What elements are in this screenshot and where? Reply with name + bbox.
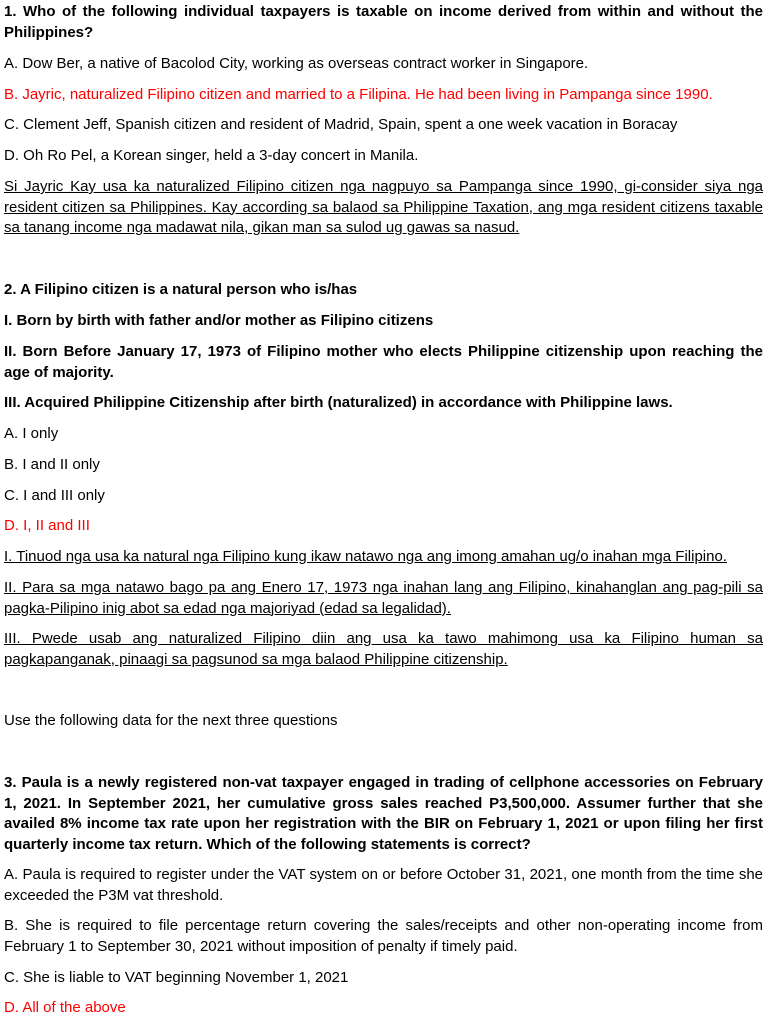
q3-choice-d-answer: D. All of the above — [4, 999, 126, 1016]
q2-explanation-2: II. Para sa mga natawo bago pa ang Enero 17, 1973 nga inahan lang ang Filipino, kinahanglan ang pag-pili sa pagka-Pilipino inig abot sa edad nga majoriyad (edad sa legalidad). — [4, 579, 763, 617]
q1-choice-d: D. Oh Ro Pel, a Korean singer, held a 3-day concert in Manila. — [4, 147, 419, 164]
q2-statement-2: II. Born Before January 17, 1973 of Filipino mother who elects Philippine citizenship upon reaching the age of majority. — [4, 343, 763, 381]
q2-choice-c: C. I and III only — [4, 487, 105, 504]
q2-choice-d-answer: D. I, II and III — [4, 517, 90, 534]
q3-choice-a: A. Paula is required to register under the VAT system on or before October 31, 2021, one month from the time she exceeded the P3M vat threshold. — [4, 866, 763, 904]
q2-choice-a: A. I only — [4, 425, 59, 442]
q2-statement-3: III. Acquired Philippine Citizenship after birth (naturalized) in accordance with Philippine laws. — [4, 394, 673, 411]
q2-choice-b: B. I and II only — [4, 456, 100, 473]
question-1: 1. Who of the following individual taxpayers is taxable on income derived from within and without the Philippines? — [4, 3, 763, 41]
question-2: 2. A Filipino citizen is a natural person who is/has — [4, 281, 358, 298]
q1-choice-a: A. Dow Ber, a native of Bacolod City, working as overseas contract worker in Singapore. — [4, 55, 589, 72]
q3-choice-b: B. She is required to file percentage return covering the sales/receipts and other non-operating income from February 1 to September 30, 2021 without imposition of penalty if timely paid. — [4, 917, 763, 955]
q2-explanation-1: I. Tinuod nga usa ka natural nga Filipino kung ikaw natawo nga ang imong amahan ug/o inahan mga Filipino. — [4, 548, 727, 565]
question-3: 3. Paula is a newly registered non-vat taxpayer engaged in trading of cellphone accessories on February 1, 2021. In September 2021, her cumulative gross sales reached P3,500,000. Assumer further that she availed 8% income tax rate upon her registration with the BIR on February 1, 2021 or upon filing her first quarterly income tax return. Which of the following statements is correct? — [4, 774, 763, 853]
data-instruction: Use the following data for the next three questions — [4, 712, 338, 729]
q3-choice-c: C. She is liable to VAT beginning November 1, 2021 — [4, 969, 349, 986]
q1-choice-c: C. Clement Jeff, Spanish citizen and resident of Madrid, Spain, spent a one week vacation in Boracay — [4, 116, 678, 133]
q2-statement-1: I. Born by birth with father and/or mother as Filipino citizens — [4, 312, 434, 329]
q1-choice-b-answer: B. Jayric, naturalized Filipino citizen and married to a Filipina. He had been living in Pampanga since 1990. — [4, 86, 713, 103]
q1-explanation: Si Jayric Kay usa ka naturalized Filipino citizen nga nagpuyo sa Pampanga since 1990, gi-consider siya nga resident citizen sa Philippines. Kay according sa balaod sa Philippine Taxation, ang mga resident citizens taxable sa tanang income nga madawat nila, gikan man sa sulod ug gawas sa nasud. — [4, 178, 763, 237]
q2-explanation-3: III. Pwede usab ang naturalized Filipino diin ang usa ka tawo mahimong usa ka Filipino human sa pagkapanganak, pinaagi sa pagsunod sa mga balaod Philippine citizenship. — [4, 630, 763, 668]
